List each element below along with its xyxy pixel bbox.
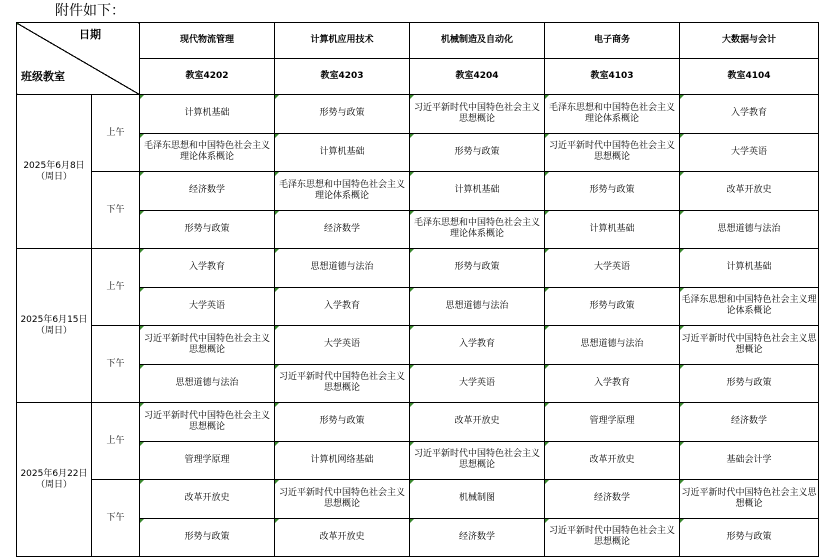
course-cell: 形势与政策 (275, 95, 410, 134)
attachment-caption: 附件如下： (55, 3, 125, 19)
schedule-row (17, 249, 819, 288)
course-cell: 形势与政策 (140, 518, 275, 557)
course-cell: 经济数学 (275, 210, 410, 249)
course-cell: 改革开放史 (275, 518, 410, 557)
course-cell: 思想道德与法治 (545, 326, 680, 365)
course-cell: 入学教育 (680, 95, 819, 134)
date-cell (17, 403, 92, 557)
schedule-row (17, 403, 819, 442)
course-cell: 习近平新时代中国特色社会主义思想概论 (680, 326, 819, 365)
course-cell: 形势与政策 (410, 133, 545, 172)
course-cell: 形势与政策 (545, 172, 680, 211)
classroom-header: 教室4103 (545, 59, 680, 95)
course-cell: 毛泽东思想和中国特色社会主义理论体系概论 (680, 287, 819, 326)
course-cell: 改革开放史 (410, 403, 545, 442)
course-cell: 改革开放史 (140, 480, 275, 519)
classroom-header: 教室4104 (680, 59, 819, 95)
course-cell: 形势与政策 (680, 364, 819, 403)
course-cell: 形势与政策 (275, 403, 410, 442)
course-cell: 改革开放史 (545, 441, 680, 480)
course-cell: 习近平新时代中国特色社会主义思想概论 (545, 518, 680, 557)
course-cell: 习近平新时代中国特色社会主义思想概论 (275, 480, 410, 519)
schedule-row (17, 480, 819, 519)
weekday-text: （周日） (35, 479, 72, 490)
course-cell: 改革开放史 (680, 172, 819, 211)
date-text: 2025年6月22日 (20, 468, 88, 479)
morning-label: 上午 (92, 403, 140, 480)
date-text: 2025年6月15日 (20, 314, 88, 325)
major-header: 大数据与会计 (680, 23, 819, 59)
course-cell: 计算机基础 (140, 95, 275, 134)
date-cell (17, 249, 92, 403)
course-cell: 大学英语 (680, 133, 819, 172)
course-cell: 计算机基础 (275, 133, 410, 172)
course-cell: 大学英语 (545, 249, 680, 288)
weekday-text: （周日） (35, 171, 72, 182)
course-cell: 形势与政策 (680, 518, 819, 557)
class-room-header-label: 班级教室 (21, 70, 65, 83)
course-cell: 习近平新时代中国特色社会主义思想概论 (410, 95, 545, 134)
course-cell: 思想道德与法治 (140, 364, 275, 403)
course-cell: 入学教育 (275, 287, 410, 326)
schedule-table (16, 22, 819, 557)
course-cell: 经济数学 (140, 172, 275, 211)
course-cell: 习近平新时代中国特色社会主义思想概论 (140, 403, 275, 442)
course-cell: 思想道德与法治 (410, 287, 545, 326)
morning-label: 上午 (92, 95, 140, 172)
morning-label: 上午 (92, 249, 140, 326)
course-cell: 计算机基础 (680, 249, 819, 288)
schedule-row (17, 95, 819, 134)
course-cell: 大学英语 (140, 287, 275, 326)
course-cell: 基础会计学 (680, 441, 819, 480)
major-header: 机械制造及自动化 (410, 23, 545, 59)
major-header: 计算机应用技术 (275, 23, 410, 59)
afternoon-label: 下午 (92, 480, 140, 557)
date-cell (17, 95, 92, 249)
date-header-label: 日期 (79, 28, 101, 41)
course-cell: 机械制图 (410, 480, 545, 519)
course-cell: 毛泽东思想和中国特色社会主义理论体系概论 (410, 210, 545, 249)
course-cell: 习近平新时代中国特色社会主义思想概论 (275, 364, 410, 403)
schedule-row (17, 172, 819, 211)
course-cell: 毛泽东思想和中国特色社会主义理论体系概论 (545, 95, 680, 134)
course-cell: 入学教育 (545, 364, 680, 403)
course-cell: 思想道德与法治 (680, 210, 819, 249)
afternoon-label: 下午 (92, 326, 140, 403)
classroom-header: 教室4203 (275, 59, 410, 95)
course-cell: 形势与政策 (140, 210, 275, 249)
major-header: 电子商务 (545, 23, 680, 59)
course-cell: 形势与政策 (410, 249, 545, 288)
weekday-text: （周日） (35, 325, 72, 336)
afternoon-label: 下午 (92, 172, 140, 249)
course-cell: 毛泽东思想和中国特色社会主义理论体系概论 (275, 172, 410, 211)
course-cell: 经济数学 (545, 480, 680, 519)
header-row-majors (17, 23, 819, 59)
course-cell: 管理学原理 (140, 441, 275, 480)
classroom-header: 教室4202 (140, 59, 275, 95)
course-cell: 经济数学 (410, 518, 545, 557)
course-cell: 大学英语 (275, 326, 410, 365)
course-cell: 毛泽东思想和中国特色社会主义理论体系概论 (140, 133, 275, 172)
course-cell: 习近平新时代中国特色社会主义思想概论 (140, 326, 275, 365)
course-cell: 管理学原理 (545, 403, 680, 442)
course-cell: 计算机网络基础 (275, 441, 410, 480)
course-cell: 习近平新时代中国特色社会主义思想概论 (680, 480, 819, 519)
classroom-header: 教室4204 (410, 59, 545, 95)
course-cell: 计算机基础 (410, 172, 545, 211)
course-cell: 习近平新时代中国特色社会主义思想概论 (545, 133, 680, 172)
course-cell: 形势与政策 (545, 287, 680, 326)
schedule-row (17, 326, 819, 365)
course-cell: 入学教育 (140, 249, 275, 288)
major-header: 现代物流管理 (140, 23, 275, 59)
course-cell: 入学教育 (410, 326, 545, 365)
course-cell: 经济数学 (680, 403, 819, 442)
course-cell: 计算机基础 (545, 210, 680, 249)
course-cell: 大学英语 (410, 364, 545, 403)
date-text: 2025年6月8日 (23, 160, 85, 171)
diagonal-header-cell (17, 23, 140, 95)
course-cell: 习近平新时代中国特色社会主义思想概论 (410, 441, 545, 480)
course-cell: 思想道德与法治 (275, 249, 410, 288)
